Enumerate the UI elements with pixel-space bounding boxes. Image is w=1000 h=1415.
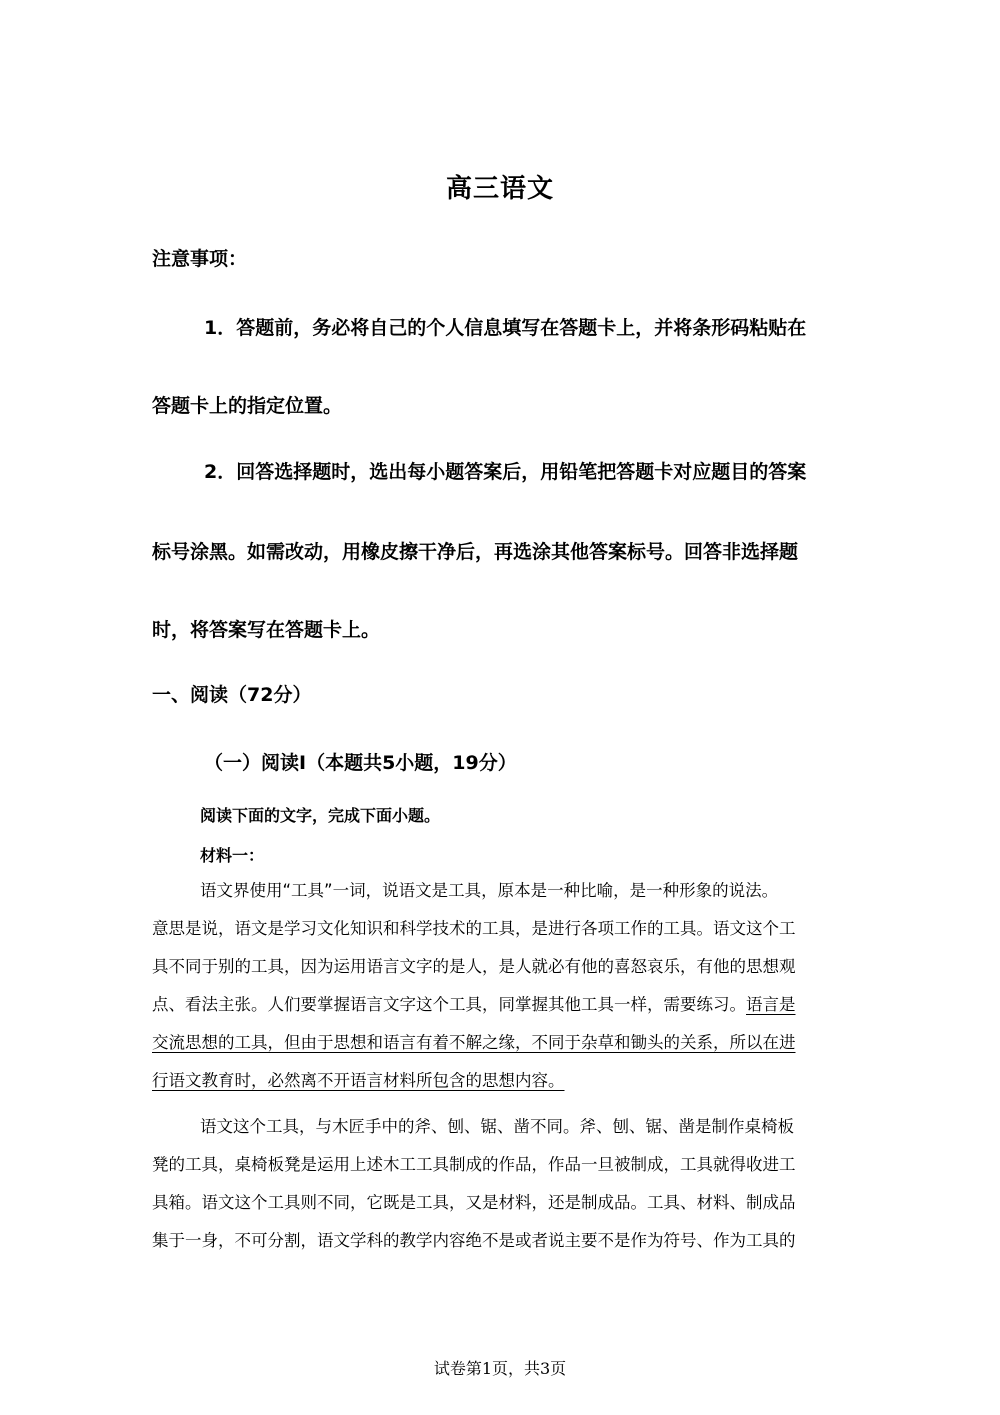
notice-item-1-line-2: 答题卡上的指定位置。 bbox=[152, 395, 343, 417]
para2-line-1: 语文这个工具，与木匠手中的斧、刨、锯、凿不同。斧、刨、锯、凿是制作桌椅板 bbox=[200, 1117, 794, 1136]
section-1-heading: 一、阅读（72分） bbox=[152, 684, 312, 706]
para1-line-5-underlined: 交流思想的工具，但由于思想和语言有着不解之缘，不同于杂草和锄头的关系，所以在进 bbox=[152, 1033, 796, 1052]
page-title: 高三语文 bbox=[445, 174, 554, 204]
notice-item-1-line-1: 1．答题前，务必将自己的个人信息填写在答题卡上，并将条形码粘贴在 bbox=[204, 317, 807, 339]
underlined-text: 行语文教育时，必然离不开语言材料所包含的思想内容。 bbox=[152, 1071, 565, 1090]
reading-instruction: 阅读下面的文字，完成下面小题。 bbox=[200, 806, 441, 825]
para1-line-4-text: 点、看法主张。人们要掌握语言文字这个工具，同掌握其他工具一样，需要练习。 bbox=[152, 995, 746, 1014]
section-1-1-heading: （一）阅读Ⅰ（本题共5小题，19分） bbox=[204, 752, 517, 774]
material-1-label: 材料一： bbox=[200, 846, 265, 865]
notice-heading: 注意事项： bbox=[152, 248, 248, 270]
underlined-text: 语言是 bbox=[746, 995, 796, 1014]
para1-line-2: 意思是说，语文是学习文化知识和科学技术的工具，是进行各项工作的工具。语文这个工 bbox=[152, 919, 796, 938]
para2-line-2: 凳的工具，桌椅板凳是运用上述木工工具制成的作品，作品一旦被制成，工具就得收进工 bbox=[152, 1155, 796, 1174]
page-footer: 试卷第1页，共3页 bbox=[433, 1359, 567, 1378]
para2-line-3: 具箱。语文这个工具则不同，它既是工具，又是材料，还是制成品。工具、材料、制成品 bbox=[152, 1193, 796, 1212]
para1-line-1: 语文界使用“工具”一词，说语文是工具，原本是一种比喻，是一种形象的说法。 bbox=[200, 881, 779, 900]
material-1-paragraph-2 bbox=[152, 1108, 840, 1260]
notice-item-2-line-2: 标号涂黑。如需改动，用橡皮擦干净后，再选涂其他答案标号。回答非选择题 bbox=[152, 541, 799, 563]
para1-line-4 bbox=[152, 986, 840, 1024]
material-1-paragraph-1 bbox=[152, 872, 840, 1100]
notice-item-2-line-1: 2．回答选择题时，选出每小题答案后，用铅笔把答题卡对应题目的答案 bbox=[204, 461, 807, 483]
para1-line-6 bbox=[152, 1062, 840, 1100]
para1-line-3: 具不同于别的工具，因为运用语言文字的是人，是人就必有他的喜怒哀乐，有他的思想观 bbox=[152, 957, 796, 976]
notice-item-2-line-3: 时，将答案写在答题卡上。 bbox=[152, 619, 381, 641]
para2-line-4: 集于一身，不可分割，语文学科的教学内容绝不是或者说主要不是作为符号、作为工具的 bbox=[152, 1231, 796, 1250]
